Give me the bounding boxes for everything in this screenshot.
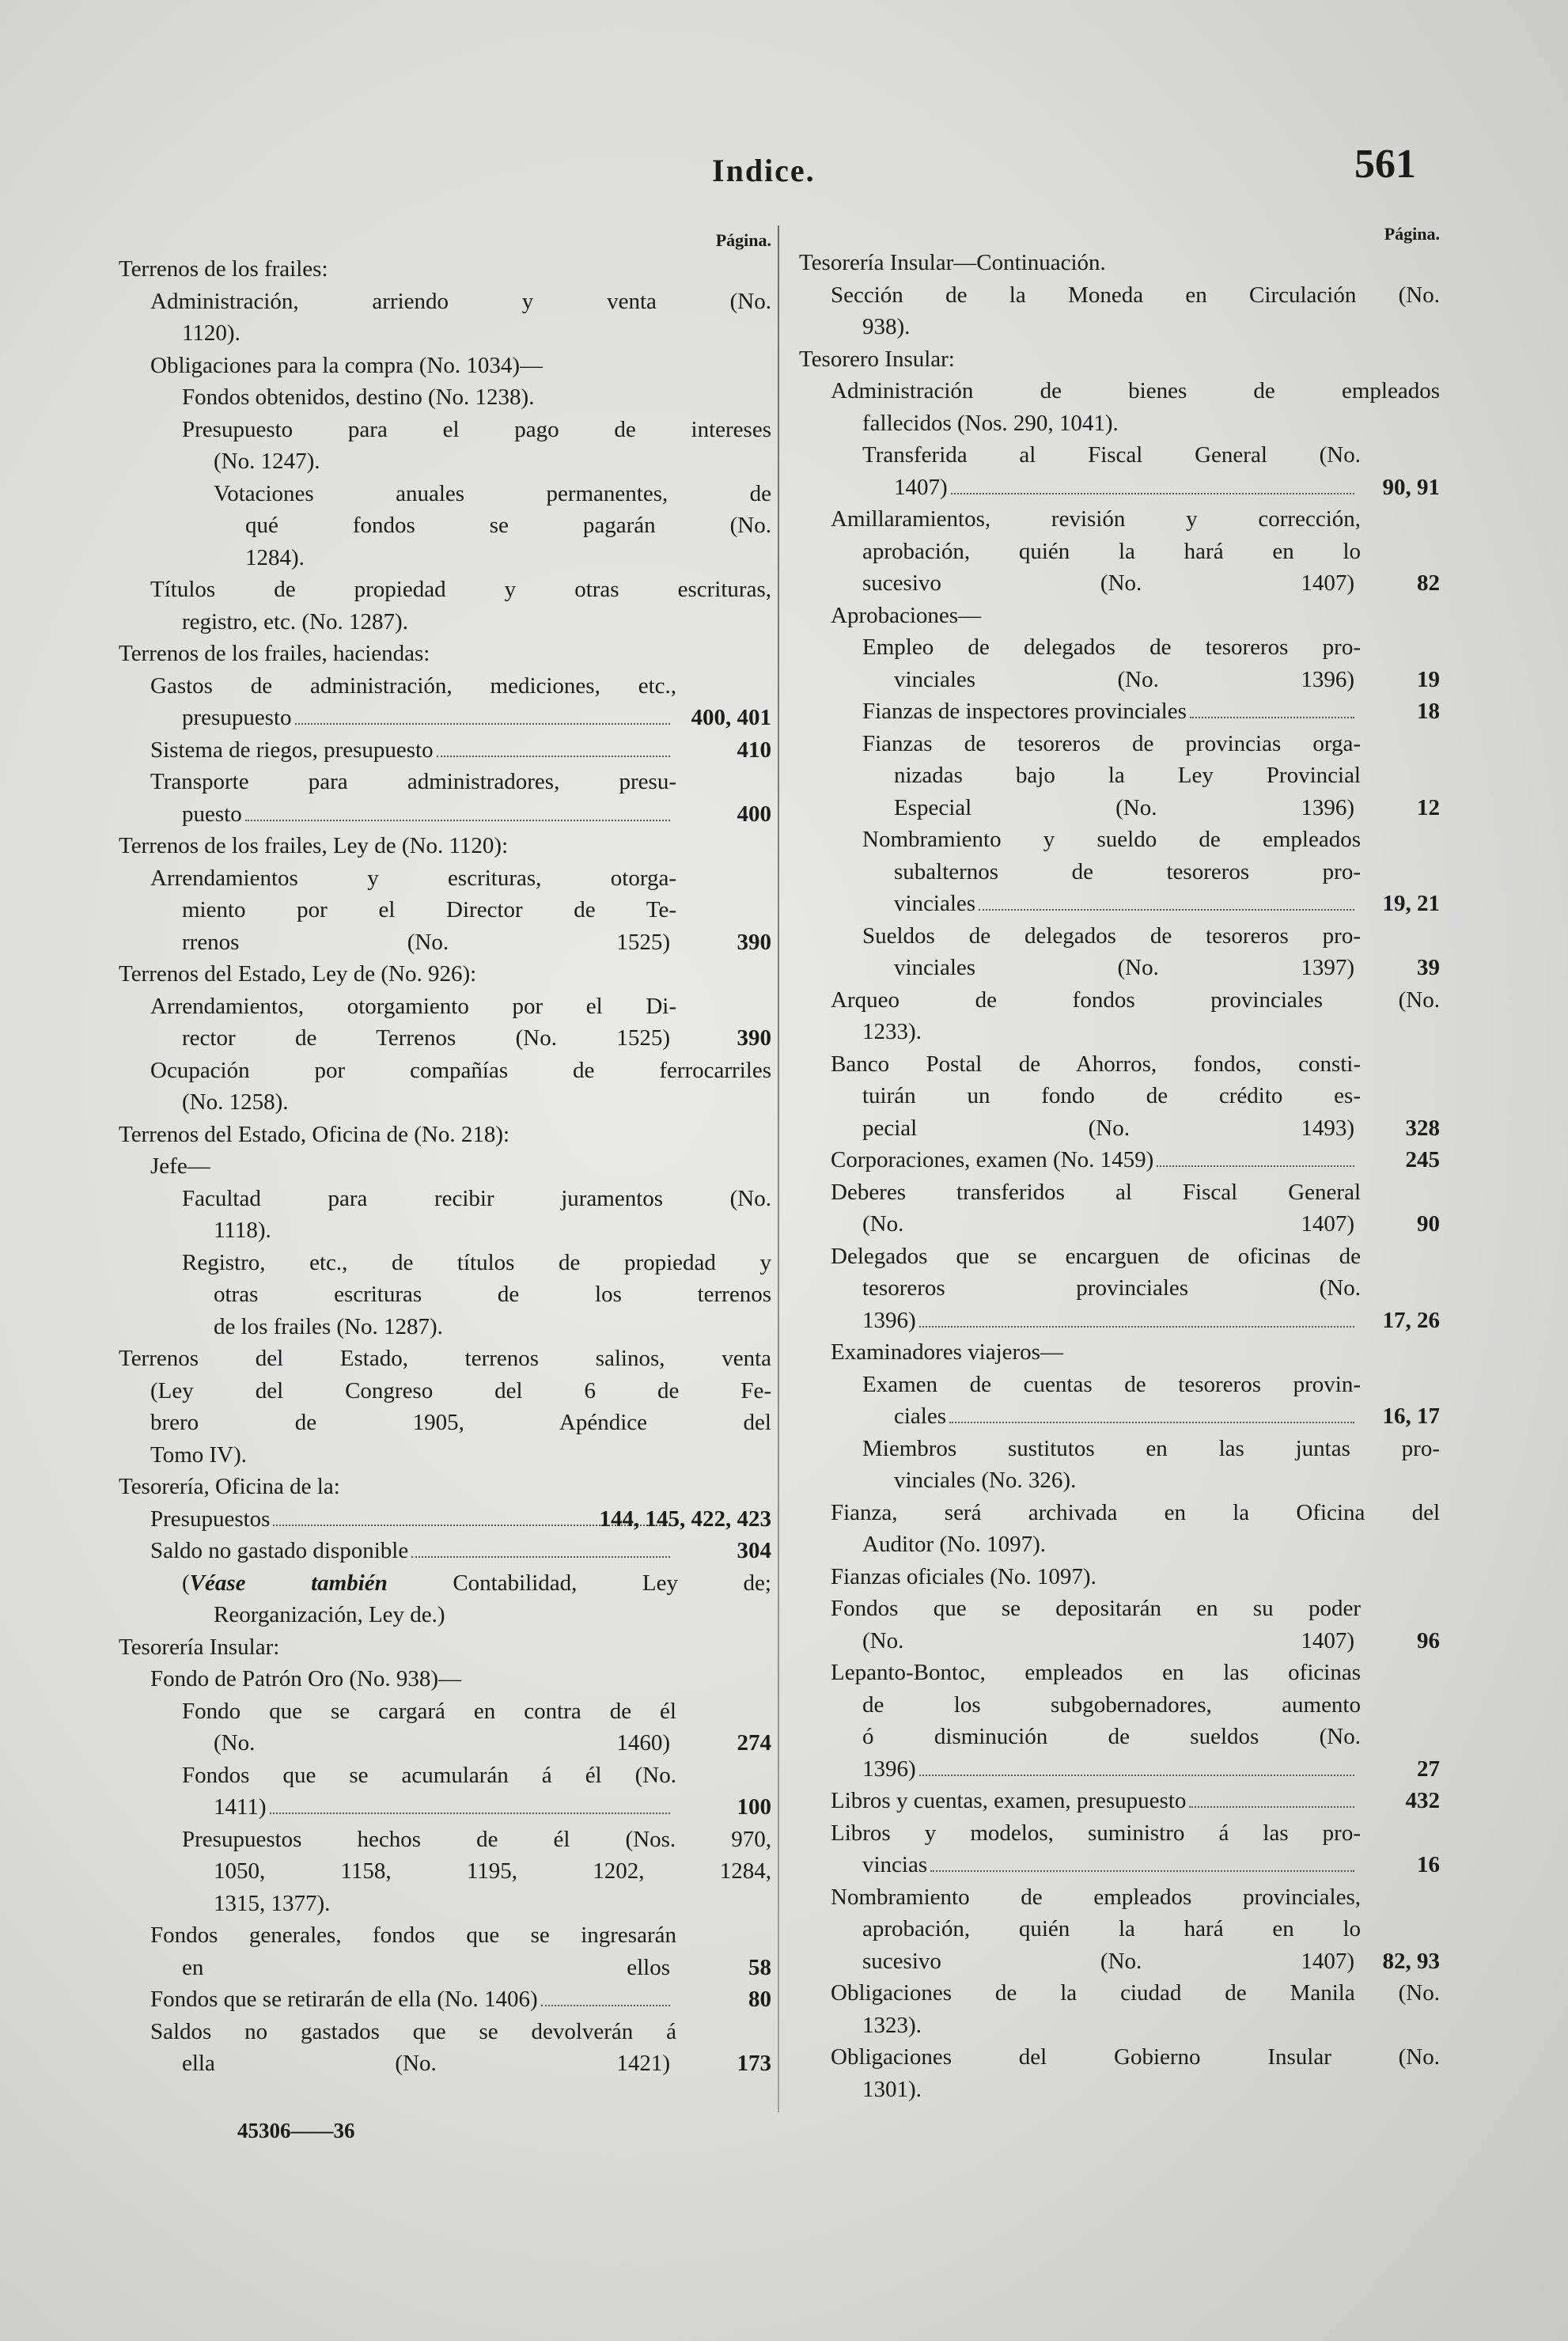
- entry-line: Votaciones anuales permanentes, de: [214, 480, 771, 506]
- entry-line: (No. 1258).: [182, 1089, 289, 1115]
- index-entry: [119, 766, 771, 830]
- dot-leader: [979, 909, 1354, 911]
- entry-line: Fondos que se acumularán á él (No.: [182, 1762, 676, 1788]
- entry-line: Fianzas de tesoreros de provincias orga-: [862, 730, 1361, 756]
- index-entry: [799, 279, 1440, 343]
- index-entry: [799, 1497, 1440, 1561]
- entry-line: 1411): [119, 1791, 771, 1824]
- index-entry: [799, 1881, 1440, 1978]
- index-entry: [119, 1535, 771, 1567]
- entry-line: Banco Postal de Ahorros, fondos, consti-: [831, 1051, 1361, 1077]
- entry-line: Delegados que se encarguen de oficinas de: [831, 1243, 1361, 1269]
- entry-line: Terrenos del Estado, terrenos salinos, venta: [119, 1346, 771, 1371]
- page-reference: 245: [1405, 1147, 1440, 1172]
- entry-line: subalternos de tesoreros pro-: [894, 858, 1361, 885]
- page-reference: 390: [737, 1025, 771, 1051]
- entry-line: Gastos de administración, mediciones, etc.,: [150, 672, 676, 699]
- index-entry: [119, 1150, 771, 1183]
- entry-line: (No. 1460): [214, 1730, 670, 1756]
- page-reference: 400: [737, 801, 771, 827]
- entry-line: vinciales: [799, 888, 1440, 920]
- see-also-italic: Véase también: [189, 1570, 388, 1596]
- entry-line: Terrenos de los frailes, haciendas:: [119, 641, 430, 666]
- index-entry: [119, 1503, 771, 1536]
- entry-line: Obligaciones para la compra (No. 1034)—: [150, 352, 543, 378]
- entry-line: miento por el Director de Te-: [182, 897, 676, 922]
- entry-line: Sueldos de delegados de tesoreros pro-: [862, 922, 1361, 949]
- entry-line: Corporaciones, examen (No. 1459): [799, 1144, 1440, 1176]
- entry-line: vinciales (No. 326).: [894, 1468, 1077, 1493]
- index-entry: [119, 2016, 771, 2080]
- entry-line: Facultad para recibir juramentos (No.: [182, 1185, 771, 1211]
- dot-leader: [1189, 1806, 1354, 1808]
- index-entry: [119, 1663, 771, 1695]
- index-entry: [799, 920, 1440, 984]
- index-entry: [119, 1247, 771, 1343]
- index-entry: [799, 984, 1440, 1048]
- page-reference: 328: [1405, 1115, 1440, 1141]
- printer-signature: 45306——36: [237, 2119, 355, 2142]
- entry-line: 1120).: [182, 320, 241, 346]
- entry-line: 1233).: [862, 1019, 922, 1044]
- dot-leader: [245, 820, 670, 821]
- index-entry: [799, 631, 1440, 695]
- index-entry: [799, 1593, 1440, 1657]
- page-reference: 19, 21: [1382, 891, 1440, 916]
- entry-line: 1396): [799, 1753, 1440, 1786]
- entry-line: (Véase también Contabilidad, Ley de;: [182, 1570, 771, 1596]
- entry-line: presupuesto: [119, 702, 771, 734]
- entry-line: Saldo no gastado disponible: [119, 1535, 771, 1567]
- entry-line: tuirán un fondo de crédito es-: [862, 1083, 1361, 1108]
- index-entry: [799, 343, 1440, 376]
- entry-line: (No. 1247).: [214, 449, 320, 474]
- index-entry: [799, 695, 1440, 728]
- entry-line: Fianza, será archivada en la Oficina del: [831, 1499, 1440, 1525]
- entry-line: Transferida al Fiscal General (No.: [862, 442, 1361, 468]
- entry-line: nizadas bajo la Ley Provincial: [894, 763, 1361, 788]
- entry-line: otras escrituras de los terrenos: [214, 1282, 771, 1307]
- index-entry: [119, 574, 771, 638]
- page-reference: 80: [748, 1987, 771, 2012]
- page-reference: 82: [1417, 570, 1440, 596]
- index-entry: [119, 1919, 771, 1983]
- dot-leader: [437, 756, 670, 757]
- entry-line: ó disminución de sueldos (No.: [862, 1724, 1361, 1749]
- dot-leader: [1190, 717, 1354, 718]
- index-entry: [119, 1983, 771, 2016]
- page-reference: 410: [737, 737, 771, 763]
- entry-line: en ellos: [182, 1954, 670, 1980]
- entry-line: Empleo de delegados de tesoreros pro-: [862, 634, 1361, 660]
- index-entry: [119, 1760, 771, 1824]
- entry-line: Saldos no gastados que se devolverán á: [150, 2018, 676, 2044]
- entry-line: Tesorería, Oficina de la:: [119, 1474, 340, 1499]
- entry-line: sucesivo (No. 1407): [862, 1948, 1354, 1974]
- entry-line: Fondos generales, fondos que se ingresarán: [150, 1922, 676, 1948]
- entry-line: Tesorería Insular—Continuación.: [799, 250, 1106, 275]
- index-entry: [119, 1631, 771, 1664]
- index-entry: [799, 439, 1440, 503]
- entry-line: 938).: [862, 314, 911, 339]
- index-entry: [119, 350, 771, 382]
- entry-line: rrenos (No. 1525): [182, 929, 670, 955]
- running-title: Indice.: [712, 153, 816, 188]
- entry-line: Miembros sustitutos en las juntas pro-: [862, 1435, 1440, 1461]
- index-entry: [119, 1343, 771, 1471]
- index-entry: [119, 1695, 771, 1760]
- entry-line: vinciales (No. 1397): [894, 955, 1354, 980]
- entry-line: Ocupación por compañías de ferrocarriles: [150, 1057, 771, 1083]
- entry-line: Arrendamientos y escrituras, otorga-: [150, 865, 676, 891]
- index-column-left: [119, 229, 771, 2080]
- entry-line: Fondos obtenidos, destino (No. 1238).: [182, 384, 535, 410]
- entry-line: qué fondos se pagarán (No.: [245, 513, 771, 538]
- entry-line: registro, etc. (No. 1287).: [182, 608, 408, 634]
- entry-line: Presupuesto para el pago de intereses: [182, 416, 771, 442]
- entry-line: Obligaciones de la ciudad de Manila (No.: [831, 1980, 1440, 2006]
- entry-line: Libros y modelos, suministro á las pro-: [831, 1820, 1361, 1846]
- entry-line: Fondo de Patrón Oro (No. 938)—: [150, 1666, 462, 1691]
- dot-leader: [411, 1556, 670, 1558]
- entry-line: tesoreros provinciales (No.: [862, 1275, 1361, 1301]
- index-entry: [119, 734, 771, 767]
- entry-line: Fondos que se depositarán en su poder: [831, 1596, 1361, 1621]
- entry-line: rector de Terrenos (No. 1525): [182, 1025, 670, 1051]
- page-reference: 390: [737, 929, 771, 955]
- entry-line: Sistema de riegos, presupuesto: [119, 734, 771, 767]
- entry-line: Tomo IV).: [150, 1441, 248, 1468]
- entry-line: Transporte para administradores, presu-: [150, 769, 676, 794]
- page-reference: 304: [737, 1538, 771, 1563]
- page-reference: 90: [1417, 1211, 1440, 1237]
- index-entry: [799, 1048, 1440, 1145]
- index-entry: [119, 830, 771, 862]
- dot-leader: [930, 1870, 1354, 1872]
- entry-line: Jefe—: [150, 1153, 210, 1179]
- page-reference: 12: [1417, 794, 1440, 820]
- index-entry: [119, 862, 771, 959]
- entry-line: brero de 1905, Apéndice del: [150, 1410, 771, 1435]
- entry-line: Arrendamientos, otorgamiento por el Di-: [150, 993, 676, 1019]
- entry-line: de los subgobernadores, aumento: [862, 1691, 1361, 1718]
- entry-line: Tesorero Insular:: [799, 346, 955, 372]
- page-reference: 400, 401: [691, 705, 771, 730]
- entry-line: 1407): [799, 472, 1440, 504]
- index-entry: [119, 958, 771, 991]
- index-entry: [799, 1336, 1440, 1369]
- entry-line: Libros y cuentas, examen, presupuesto: [799, 1785, 1440, 1817]
- index-entry: [799, 1176, 1440, 1241]
- entry-line: Amillaramientos, revisión y corrección,: [831, 506, 1361, 532]
- page-reference: 58: [748, 1954, 771, 1980]
- index-entry: [119, 1183, 771, 1247]
- entry-line: 1396): [799, 1305, 1440, 1337]
- index-entry: [799, 247, 1440, 279]
- entry-line: Reorganización, Ley de.): [214, 1602, 445, 1627]
- entry-line: Especial (No. 1396): [894, 794, 1354, 820]
- index-entry: [799, 1433, 1440, 1497]
- entry-line: Lepanto-Bontoc, empleados en las oficinas: [831, 1660, 1361, 1685]
- dot-leader: [919, 1326, 1354, 1328]
- page-number: 561: [1354, 142, 1416, 187]
- entry-line: fallecidos (Nos. 290, 1041).: [862, 410, 1119, 436]
- page-reference: 100: [737, 1794, 771, 1820]
- entry-line: ella (No. 1421): [182, 2051, 670, 2076]
- entry-line: puesto: [119, 798, 771, 831]
- dot-leader: [541, 2005, 670, 2006]
- entry-line: Deberes transferidos al Fiscal General: [831, 1179, 1361, 1205]
- entry-line: Auditor (No. 1097).: [862, 1532, 1046, 1557]
- page-reference: 144, 145, 422, 423: [599, 1506, 771, 1532]
- index-entry: [799, 1144, 1440, 1176]
- entry-line: sucesivo (No. 1407): [862, 570, 1354, 596]
- index-entry: [119, 1471, 771, 1503]
- entry-line: (Ley del Congreso del 6 de Fe-: [150, 1377, 771, 1403]
- dot-leader: [295, 723, 670, 725]
- index-entry: [119, 253, 771, 286]
- index-entry: [799, 600, 1440, 632]
- entry-line: Examen de cuentas de tesoreros provin-: [862, 1371, 1361, 1397]
- pagina-label: Página.: [715, 230, 771, 250]
- index-column-right: [799, 224, 1440, 2105]
- index-entry: [119, 1055, 771, 1119]
- index-entry: [799, 503, 1440, 600]
- entry-line: 1301).: [862, 2076, 922, 2102]
- entry-line: Fondos que se retirarán de ella (No. 1406): [119, 1983, 771, 2016]
- entry-line: de los frailes (No. 1287).: [214, 1313, 443, 1339]
- index-entry: [799, 1561, 1440, 1593]
- entry-line: Terrenos de los frailes, Ley de (No. 1120):: [119, 833, 509, 858]
- entry-line: Examinadores viajeros—: [831, 1339, 1063, 1365]
- index-entry: [119, 478, 771, 574]
- entry-line: Administración de bienes de empleados: [831, 378, 1440, 403]
- page-reference: 274: [737, 1730, 771, 1756]
- entry-line: vincias: [799, 1849, 1440, 1881]
- index-entry: [799, 2041, 1440, 2105]
- page-reference: 82, 93: [1382, 1948, 1440, 1974]
- index-entry: [799, 824, 1440, 920]
- entry-line: ciales: [799, 1400, 1440, 1433]
- entry-line: Registro, etc., de títulos de propiedad y: [182, 1249, 771, 1275]
- index-entry: [799, 1977, 1440, 2041]
- entry-line: Tesorería Insular:: [119, 1634, 280, 1660]
- entry-line: Fianzas de inspectores provinciales: [799, 695, 1440, 728]
- entry-line: 1323).: [862, 2012, 922, 2038]
- entry-line: vinciales (No. 1396): [894, 666, 1354, 692]
- entry-line: Arqueo de fondos provinciales (No.: [831, 987, 1440, 1013]
- entry-line: 1050, 1158, 1195, 1202, 1284,: [214, 1858, 771, 1884]
- entry-line: Nombramiento de empleados provinciales,: [831, 1884, 1361, 1910]
- index-entry: [119, 670, 771, 734]
- index-entry: [119, 1824, 771, 1920]
- entry-line: Nombramiento y sueldo de empleados: [862, 827, 1361, 852]
- entry-line: Terrenos del Estado, Ley de (No. 926):: [119, 961, 477, 987]
- index-entry: [799, 375, 1440, 439]
- dot-leader: [1157, 1165, 1354, 1167]
- column-divider: [778, 225, 779, 2112]
- index-entry: [119, 1119, 771, 1151]
- entry-line: (No. 1407): [862, 1627, 1354, 1653]
- page-reference: 18: [1417, 699, 1440, 724]
- entry-line: Fondo que se cargará en contra de él: [182, 1698, 676, 1724]
- index-entry: [119, 381, 771, 414]
- page-reference: 432: [1405, 1788, 1440, 1813]
- index-entry: [799, 1241, 1440, 1337]
- page-reference: 96: [1417, 1627, 1440, 1653]
- page-reference: 16, 17: [1382, 1403, 1440, 1429]
- entry-line: Presupuestos hechos de él (Nos. 970,: [182, 1826, 771, 1852]
- entry-line: Terrenos de los frailes:: [119, 256, 328, 282]
- page-reference: 39: [1417, 955, 1440, 980]
- index-entry: [119, 286, 771, 350]
- dot-leader: [949, 1422, 1354, 1423]
- entry-line: pecial (No. 1493): [862, 1115, 1354, 1141]
- entry-line: Obligaciones del Gobierno Insular (No.: [831, 2044, 1440, 2070]
- index-entry: [119, 991, 771, 1055]
- page-reference: 16: [1417, 1852, 1440, 1877]
- entry-line: aprobación, quién la hará en lo: [862, 1916, 1361, 1941]
- pagina-label: Página.: [1384, 224, 1440, 244]
- entry-line: Sección de la Moneda en Circulación (No.: [831, 282, 1440, 308]
- index-entry: [119, 414, 771, 478]
- entry-line: aprobación, quién la hará en lo: [862, 538, 1361, 564]
- entry-line: Aprobaciones—: [831, 602, 982, 628]
- dot-leader: [919, 1775, 1354, 1776]
- index-entry: [799, 1817, 1440, 1881]
- entry-line: Títulos de propiedad y otras escrituras,: [150, 577, 771, 602]
- index-entry: [119, 1567, 771, 1631]
- entry-line: Terrenos del Estado, Oficina de (No. 218):: [119, 1121, 510, 1147]
- index-entry: [119, 638, 771, 670]
- entry-line: 1284).: [245, 544, 305, 570]
- dot-leader: [270, 1813, 670, 1814]
- page-reference: 19: [1417, 666, 1440, 692]
- index-entry: [799, 1657, 1440, 1785]
- index-entry: [799, 1369, 1440, 1433]
- entry-line: (No. 1407): [862, 1211, 1354, 1237]
- page-reference: 27: [1417, 1756, 1440, 1782]
- entry-line: Presupuestos: [119, 1503, 771, 1536]
- page-reference: 17, 26: [1382, 1307, 1440, 1333]
- entry-line: 1315, 1377).: [214, 1890, 331, 1916]
- dot-leader: [951, 493, 1354, 494]
- index-entry: [799, 728, 1440, 824]
- entry-line: Administración, arriendo y venta (No.: [150, 288, 771, 314]
- page-reference: 90, 91: [1382, 474, 1440, 500]
- entry-line: 1118).: [214, 1218, 271, 1243]
- index-entry: [799, 1785, 1440, 1817]
- page-reference: 173: [737, 2051, 771, 2076]
- entry-line: Fianzas oficiales (No. 1097).: [831, 1563, 1096, 1589]
